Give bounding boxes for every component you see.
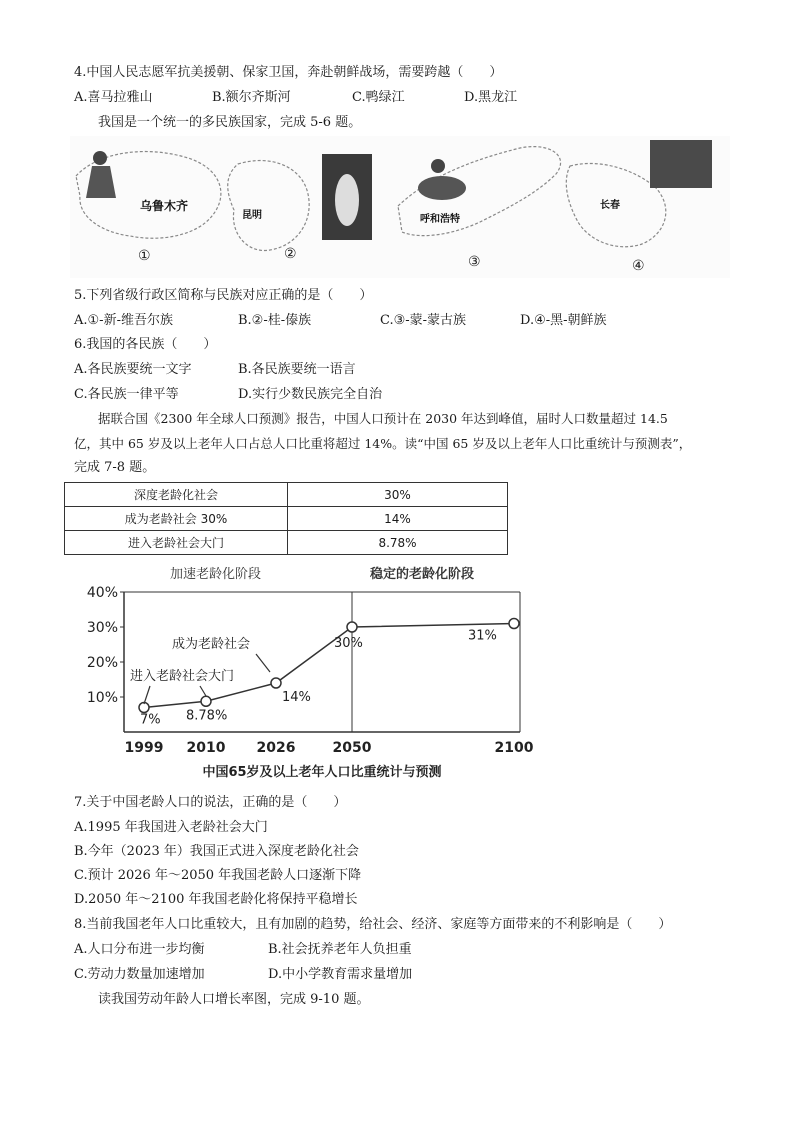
- data-label: 14%: [282, 690, 311, 705]
- map-city-label: 乌鲁木齐: [140, 199, 189, 213]
- q8-option-c: C.劳动力数量加速增加: [74, 967, 205, 982]
- q8-stem: 8.当前我国老年人口比重较大，且有加剧的趋势，给社会、经济、家庭等方面带来的不利影响是（ ）: [74, 917, 672, 932]
- annotation-arrow: [200, 686, 206, 696]
- q8-option-d: D.中小学教育需求量增加: [268, 967, 413, 982]
- table-row: [65, 483, 508, 507]
- annotation-label: 进入老龄社会大门: [130, 669, 235, 684]
- y-tick-label: 10%: [86, 690, 118, 706]
- y-tick-label: 40%: [86, 585, 118, 601]
- map-city-label: 长春: [600, 200, 620, 211]
- q4-option-a: A.喜马拉雅山: [74, 90, 153, 105]
- stage-label: 稳定的老龄化阶段: [370, 567, 475, 582]
- yunnan-outline: [228, 161, 309, 251]
- q5-option-a: A.①-新-维吾尔族: [74, 313, 173, 328]
- aging-line-chart: [80, 562, 540, 782]
- map-number: ④: [632, 258, 645, 274]
- q7-option-a: A.1995 年我国进入老龄社会大门: [74, 820, 268, 835]
- table-row: [65, 531, 508, 555]
- table-cell: 成为老龄社会 30%: [65, 507, 288, 531]
- x-tick-label: 2100: [494, 740, 534, 756]
- q7-option-c: C.预计 2026 年～2050 年我国老龄人口逐渐下降: [74, 868, 362, 883]
- q5-option-b: B.②-桂-傣族: [238, 313, 312, 328]
- q4-option-d: D.黑龙江: [464, 90, 518, 105]
- data-point: [271, 678, 281, 688]
- x-tick-label: 1999: [124, 740, 164, 756]
- q5-option-c: C.③-蒙-蒙古族: [380, 313, 467, 328]
- chart-svg: [80, 562, 540, 782]
- y-tick-label: 30%: [86, 620, 118, 636]
- q6-option-a: A.各民族要统一文字: [74, 362, 192, 377]
- q4-option-b: B.额尔齐斯河: [212, 90, 291, 105]
- q6-option-d: D.实行少数民族完全自治: [238, 387, 383, 402]
- annotation-arrow: [256, 654, 270, 672]
- q8-option-b: B.社会抚养老年人负担重: [268, 942, 412, 957]
- data-label: 30%: [334, 636, 363, 651]
- intro-7-8-line1: 据联合国《2300 年全球人口预测》报告，中国人口预计在 2030 年达到峰值，届时人口数量超过 14.5: [98, 411, 668, 426]
- q8-option-a: A.人口分布进一步均衡: [74, 942, 205, 957]
- intro-9-10: 读我国劳动年龄人口增长率图，完成 9-10 题。: [98, 992, 370, 1007]
- korean-figure-photo: [650, 140, 712, 188]
- y-tick-label: 20%: [86, 655, 118, 671]
- q4-option-c: C.鸭绿江: [352, 90, 405, 105]
- annotation-label: 成为老龄社会: [172, 637, 251, 652]
- table-cell: 14%: [288, 507, 508, 531]
- q5-stem: 5.下列省级行政区简称与民族对应正确的是（ ）: [74, 288, 373, 303]
- data-point: [347, 622, 357, 632]
- intro-7-8-line2: 亿，其中 65 岁及以上老年人口占总人口比重将超过 14%。读“中国 65 岁及以上老年人口比重统计与预测表”，: [74, 436, 692, 451]
- q4-stem: 4.中国人民志愿军抗美援朝、保家卫国，奔赴朝鲜战场，需要跨越（ ）: [74, 65, 503, 80]
- data-label: 7%: [140, 712, 161, 728]
- province-map-strip: [70, 136, 730, 278]
- q6-option-b: B.各民族要统一语言: [238, 362, 356, 377]
- q5-option-d: D.④-黑-朝鲜族: [520, 313, 607, 328]
- q6-option-c: C.各民族一律平等: [74, 387, 179, 402]
- table-cell: 30%: [288, 483, 508, 507]
- stage-label: 加速老龄化阶段: [170, 567, 262, 582]
- map-city-label: 呼和浩特: [420, 214, 460, 225]
- table-cell: 深度老龄化社会: [65, 483, 288, 507]
- q6-stem: 6.我国的各民族（ ）: [74, 337, 217, 352]
- data-point: [509, 619, 519, 629]
- x-tick-label: 2050: [332, 740, 372, 756]
- table-row: [65, 507, 508, 531]
- data-label: 31%: [468, 628, 497, 644]
- uyghur-dancer-icon: [86, 151, 116, 198]
- intro-5-6: 我国是一个统一的多民族国家，完成 5-6 题。: [98, 115, 362, 130]
- map-number: ③: [468, 254, 481, 270]
- q7-stem: 7.关于中国老龄人口的说法，正确的是（ ）: [74, 795, 347, 810]
- intro-7-8-line3: 完成 7-8 题。: [74, 460, 156, 475]
- horse-rider-icon: [418, 159, 466, 200]
- q7-option-d: D.2050 年～2100 年我国老龄化将保持平稳增长: [74, 892, 358, 907]
- data-point: [201, 696, 211, 706]
- map-number: ①: [138, 248, 151, 264]
- q7-option-b: B.今年（2023 年）我国正式进入深度老龄化社会: [74, 844, 359, 859]
- table-cell: 进入老龄社会大门: [65, 531, 288, 555]
- aging-table: [64, 482, 508, 555]
- map-number: ②: [284, 246, 297, 262]
- x-tick-label: 2010: [186, 740, 226, 756]
- table-cell: 8.78%: [288, 531, 508, 555]
- map-city-label: 昆明: [242, 210, 262, 221]
- annotation-arrow: [144, 686, 150, 704]
- data-label: 8.78%: [186, 708, 228, 724]
- chart-title: 中国65岁及以上老年人口比重统计与预测: [202, 765, 442, 780]
- x-tick-label: 2026: [256, 740, 296, 756]
